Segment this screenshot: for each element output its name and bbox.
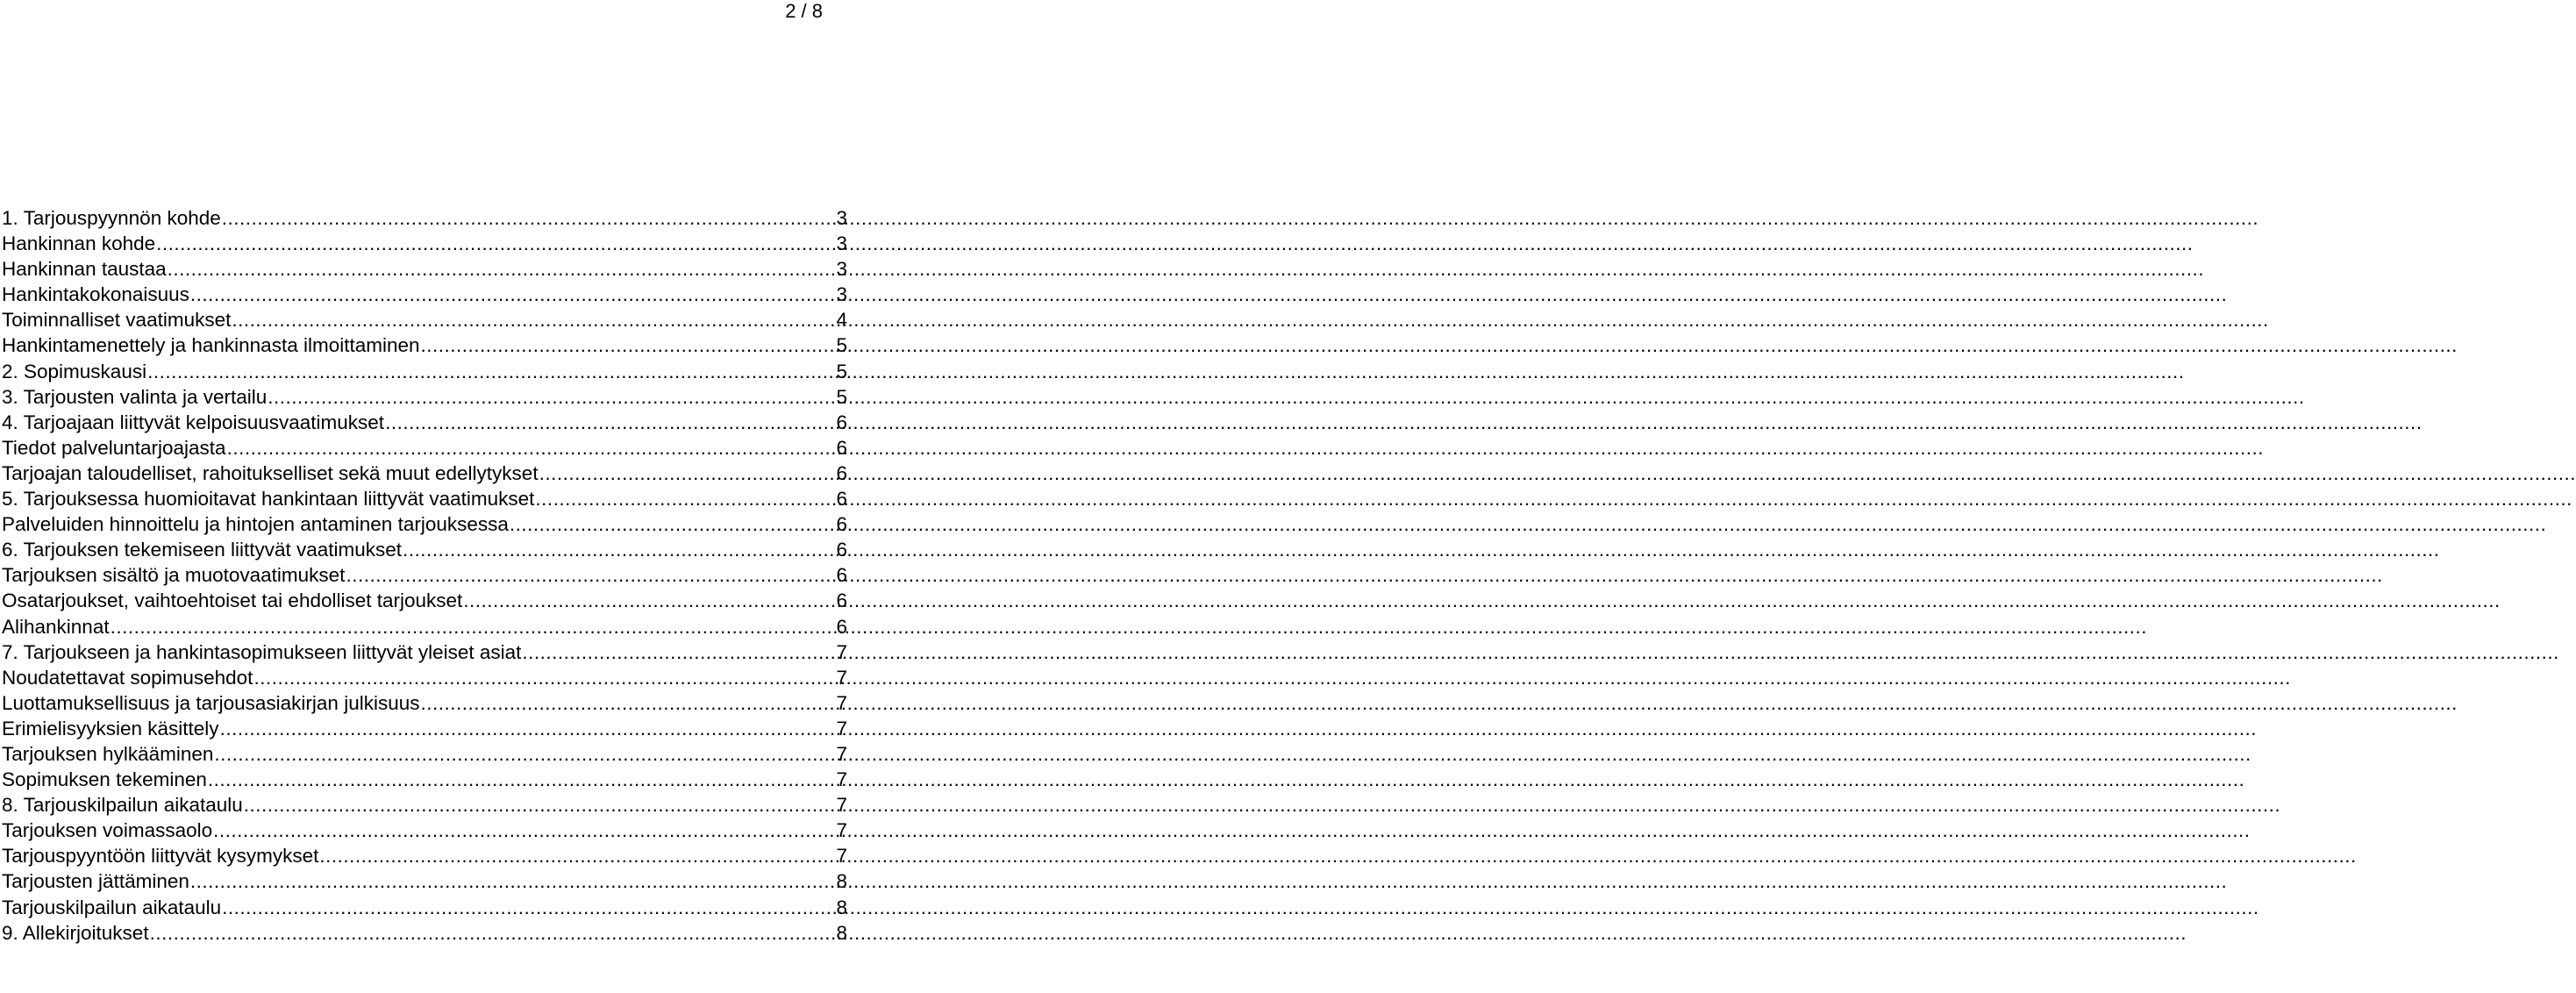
toc-dot-leader: [318, 843, 832, 868]
toc-entry-label: 3. Tarjousten valinta ja vertailu: [2, 385, 268, 408]
toc-entry-page-number: 6: [836, 488, 847, 511]
toc-entry-label: Tarjouskilpailun aikataulu: [2, 896, 222, 918]
toc-entry-page-number: 3: [836, 207, 847, 229]
toc-entry[interactable]: [2, 359, 847, 384]
toc-dot-leader: [253, 665, 832, 690]
toc-entry[interactable]: [2, 588, 847, 613]
toc-entry-label: Sopimuksen tekeminen: [2, 768, 207, 791]
toc-entry-page-number: 7: [836, 717, 847, 739]
toc-entry-page-number: 6: [836, 615, 847, 638]
toc-entry-label: Hankintamenettely ja hankinnasta ilmoittaminen: [2, 334, 420, 357]
toc-entry-label: 5. Tarjouksessa huomioitavat hankintaan liittyvät vaatimukset: [2, 488, 535, 511]
toc-entry-label: Erimielisyyksien käsittely: [2, 717, 219, 739]
toc-dot-leader: [539, 461, 833, 486]
toc-entry[interactable]: [2, 332, 847, 358]
toc-dot-leader: [521, 639, 832, 665]
toc-entry-label: Tarjousten jättäminen: [2, 870, 189, 893]
toc-entry-label: Tiedot palveluntarjoajasta: [2, 436, 226, 459]
toc-entry-label: 9. Allekirjoitukset: [2, 921, 149, 944]
toc-entry-page-number: 6: [836, 461, 847, 484]
toc-dot-leader: [384, 410, 832, 435]
toc-entry-page-number: 3: [836, 232, 847, 255]
toc-entry-label: 4. Tarjoajaan liittyvät kelpoisuusvaatimukset: [2, 411, 385, 433]
toc-entry-label: Toiminnalliset vaatimukset: [2, 309, 232, 332]
toc-entry[interactable]: [2, 741, 847, 767]
table-of-contents: [2, 205, 847, 946]
toc-entry-page-number: 5: [836, 334, 847, 357]
toc-dot-leader: [267, 384, 832, 410]
toc-entry[interactable]: [2, 511, 847, 537]
toc-entry-page-number: 7: [836, 819, 847, 842]
toc-dot-leader: [149, 920, 833, 946]
toc-entry-page-number: 3: [836, 258, 847, 281]
toc-entry-label: Hankintakokonaisuus: [2, 283, 189, 306]
toc-entry[interactable]: [2, 818, 847, 843]
toc-entry-label: Hankinnan taustaa: [2, 258, 167, 281]
toc-entry-page-number: 8: [836, 921, 847, 944]
toc-entry-page-number: 7: [836, 742, 847, 765]
toc-entry-page-number: 3: [836, 283, 847, 306]
toc-dot-leader: [345, 562, 832, 588]
toc-entry-page-number: 7: [836, 768, 847, 791]
toc-dot-leader: [221, 205, 833, 231]
toc-entry-page-number: 6: [836, 513, 847, 536]
toc-entry[interactable]: [2, 256, 847, 282]
toc-dot-leader: [212, 818, 832, 843]
toc-entry[interactable]: [2, 282, 847, 307]
toc-entry[interactable]: [2, 562, 847, 588]
toc-entry-label: 8. Tarjouskilpailun aikataulu: [2, 794, 243, 817]
toc-entry[interactable]: [2, 665, 847, 690]
toc-entry-page-number: 8: [836, 896, 847, 918]
toc-dot-leader: [509, 511, 833, 537]
toc-entry-page-number: 4: [836, 309, 847, 332]
toc-entry-page-number: 7: [836, 845, 847, 868]
toc-dot-leader: [167, 256, 833, 282]
toc-dot-leader: [419, 690, 832, 716]
toc-entry-label: Luottamuksellisuus ja tarjousasiakirjan julkisuus: [2, 691, 420, 714]
toc-entry[interactable]: [2, 690, 847, 716]
toc-entry[interactable]: [2, 410, 847, 435]
toc-entry-label: Alihankinnat: [2, 615, 110, 638]
toc-dot-leader: [207, 767, 833, 792]
toc-dot-leader: [213, 741, 832, 767]
toc-entry-page-number: 7: [836, 640, 847, 663]
toc-entry-label: Tarjouspyyntöön liittyvät kysymykset: [2, 845, 319, 868]
toc-dot-leader: [221, 895, 832, 920]
toc-entry-page-number: 6: [836, 411, 847, 433]
toc-entry[interactable]: [2, 843, 847, 868]
toc-entry[interactable]: [2, 486, 847, 511]
toc-entry-page-number: 6: [836, 589, 847, 612]
toc-dot-leader: [243, 792, 833, 818]
page-number: 2 / 8: [785, 0, 823, 22]
toc-entry[interactable]: [2, 868, 847, 894]
toc-dot-leader: [534, 486, 832, 511]
toc-entry-label: Tarjouksen voimassaolo: [2, 819, 213, 842]
toc-entry-page-number: 6: [836, 436, 847, 459]
toc-entry[interactable]: [2, 792, 847, 818]
toc-dot-leader: [155, 231, 832, 256]
toc-entry[interactable]: [2, 920, 847, 946]
toc-entry[interactable]: [2, 461, 847, 486]
toc-dot-leader: [219, 716, 833, 741]
toc-entry[interactable]: [2, 384, 847, 410]
toc-entry[interactable]: [2, 435, 847, 461]
toc-entry-label: 1. Tarjouspyynnön kohde: [2, 207, 221, 229]
toc-entry-page-number: 6: [836, 539, 847, 561]
toc-entry-label: Noudatettavat sopimusehdot: [2, 666, 253, 689]
toc-entry[interactable]: [2, 716, 847, 741]
toc-dot-leader: [146, 359, 832, 384]
toc-entry[interactable]: [2, 307, 847, 332]
toc-entry-label: 2. Sopimuskausi: [2, 360, 147, 382]
toc-dot-leader: [402, 537, 832, 562]
toc-dot-leader: [462, 588, 832, 613]
toc-entry-page-number: 7: [836, 794, 847, 817]
toc-dot-leader: [189, 282, 833, 307]
toc-entry-label: Tarjouksen hylkääminen: [2, 742, 214, 765]
toc-dot-leader: [189, 868, 833, 894]
toc-entry-label: Palveluiden hinnoittelu ja hintojen antaminen tarjouksessa: [2, 513, 509, 536]
toc-entry-label: Osatarjoukset, vaihtoehtoiset tai ehdolliset tarjoukset: [2, 589, 463, 612]
toc-entry-page-number: 7: [836, 691, 847, 714]
toc-entry-label: 7. Tarjoukseen ja hankintasopimukseen liittyvät yleiset asiat: [2, 640, 522, 663]
toc-entry[interactable]: [2, 895, 847, 920]
toc-entry[interactable]: [2, 537, 847, 562]
toc-entry-label: Tarjouksen sisältö ja muotovaatimukset: [2, 564, 346, 587]
toc-entry[interactable]: [2, 614, 847, 639]
toc-entry-page-number: 8: [836, 870, 847, 893]
toc-entry[interactable]: [2, 767, 847, 792]
toc-entry-page-number: 5: [836, 360, 847, 382]
toc-entry-label: Tarjoajan taloudelliset, rahoitukselliset sekä muut edellytykset: [2, 461, 539, 484]
toc-entry[interactable]: [2, 205, 847, 231]
toc-entry-page-number: 7: [836, 666, 847, 689]
toc-dot-leader: [226, 435, 833, 461]
toc-entry-page-number: 6: [836, 564, 847, 587]
toc-dot-leader: [231, 307, 832, 332]
toc-dot-leader: [420, 332, 833, 358]
toc-entry[interactable]: [2, 639, 847, 665]
toc-entry[interactable]: [2, 231, 847, 256]
toc-dot-leader: [110, 614, 833, 639]
toc-entry-label: 6. Tarjouksen tekemiseen liittyvät vaatimukset: [2, 539, 403, 561]
toc-entry-page-number: 5: [836, 385, 847, 408]
toc-entry-label: Hankinnan kohde: [2, 232, 156, 255]
